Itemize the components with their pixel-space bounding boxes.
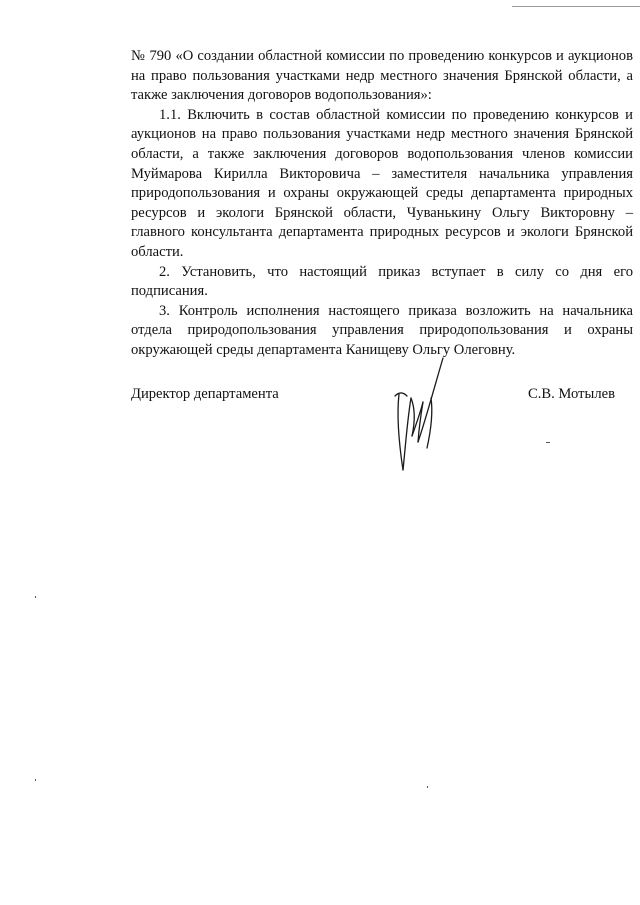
- scan-speck: [427, 786, 428, 788]
- scan-speck: [35, 596, 36, 598]
- scan-speck: [546, 442, 550, 443]
- paragraph-order-reference: № 790 «О создании областной комиссии по проведению конкурсов и аукционов на право пользования участками недр местного значения Брянской области, а также заключения договоров водопользования»:: [131, 48, 633, 104]
- signatory-title: Директор департамента: [131, 386, 279, 402]
- document-body: [131, 47, 633, 361]
- handwritten-signature: [385, 352, 457, 480]
- paragraph-item-2: 2. Установить, что настоящий приказ вступает в силу со дня его подписания.: [131, 263, 633, 300]
- signatory-name: С.В. Мотылев: [528, 386, 615, 402]
- paragraph-item-1-1: 1.1. Включить в состав областной комиссии по проведению конкурсов и аукционов на право пользования участками недр местного значения Брянской области, а также заключения договоров водопользования членов комиссии Муймарова Кирилла Викторовича – заместителя начальника управления природопользования и охраны окружающей среды департамента природных ресурсов и экологи Брянской области, Чуванькину Ольгу Викторовну – главного консультанта департамента природных ресурсов и экологи Брянской области.: [131, 106, 633, 260]
- paragraph-item-3: 3. Контроль исполнения настоящего приказа возложить на начальника отдела природопользования управления природопользования и охраны окружающей среды департамента Канищеву Ольгу Олеговну.: [131, 302, 633, 358]
- scan-speck: [35, 779, 36, 781]
- scan-edge-line: [512, 6, 640, 7]
